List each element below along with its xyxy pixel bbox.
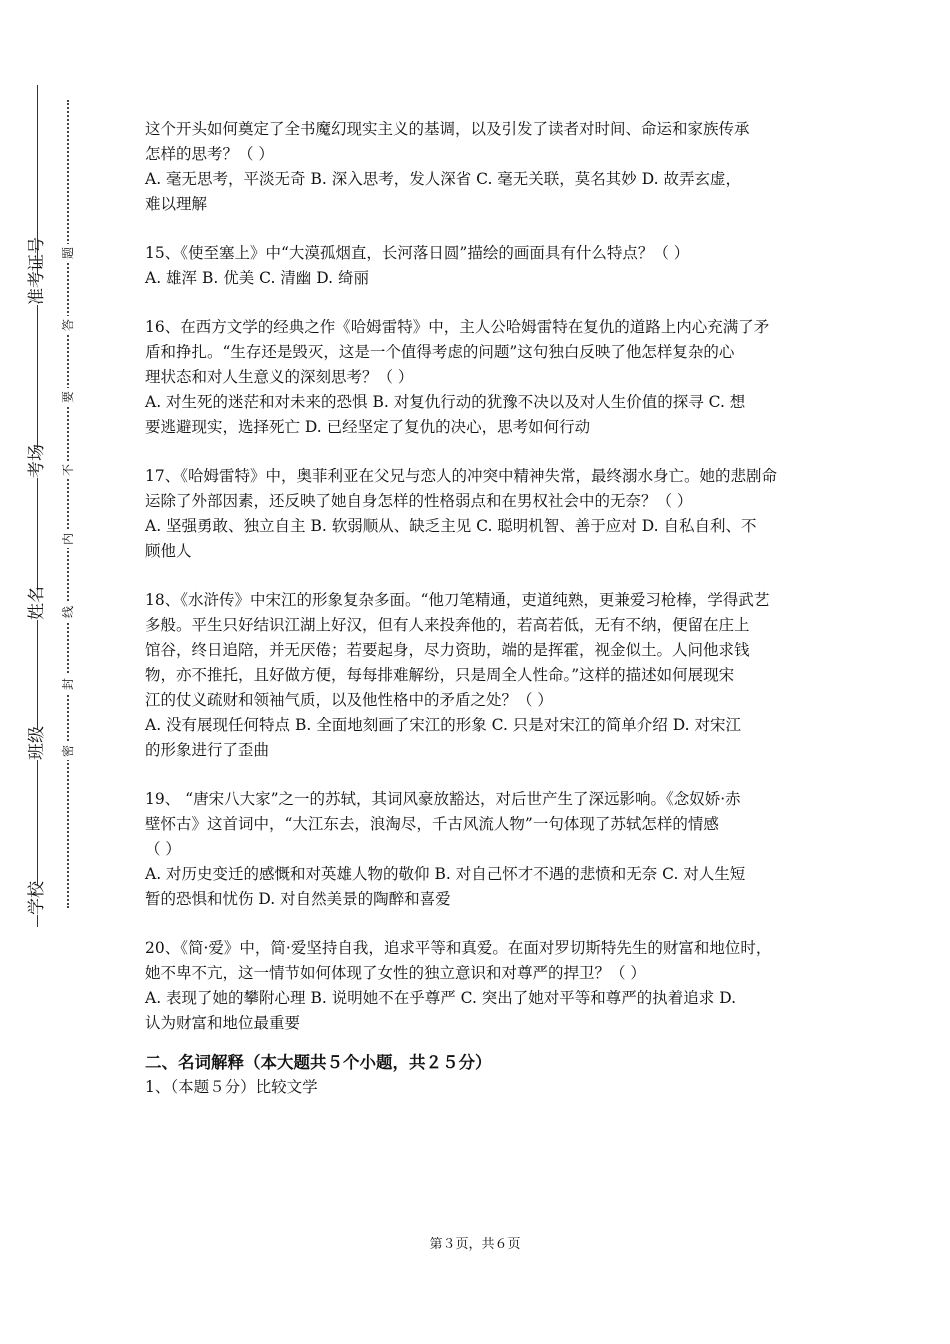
- term-item: 1、（本题５分）比较文学: [145, 1078, 318, 1096]
- seal-char: 内: [59, 530, 77, 548]
- question-line: （ ）: [145, 840, 181, 858]
- options-line: A. 坚强勇敢、独立自主 B. 软弱顺从、缺乏主见 C. 聪明机智、善于应对 D. 自私自利、不: [145, 517, 757, 535]
- binding-solid-line: [37, 85, 38, 927]
- question-line: 馆谷，终日追陪，并无厌倦；若要起身，尽力资助，端的是挥霍，视金似土。人问他求钱: [145, 641, 750, 659]
- options-line: 的形象进行了歪曲: [145, 741, 270, 759]
- options-line: 顾他人: [145, 542, 192, 560]
- field-name: 姓名: [22, 590, 52, 620]
- seal-char: 不: [59, 461, 77, 479]
- question-line: 物，亦不推托，且好做方便，每每排难解纷，只是周全人性命。”这样的描述如何展现宋: [145, 666, 735, 684]
- options-line: A. 表现了她的攀附心理 B. 说明她不在乎尊严 C. 突出了她对平等和尊严的执着追求 D.: [145, 989, 737, 1007]
- binding-dotted-line: [67, 100, 69, 908]
- exam-content: [145, 117, 810, 1100]
- question-line: 盾和挣扎。“生存还是毁灭，这是一个值得考虑的问题”这句独白反映了他怎样复杂的心: [145, 343, 735, 361]
- question-20: [145, 936, 810, 1036]
- options-line: A. 对生死的迷茫和对未来的恐惧 B. 对复仇行动的犹豫不决以及对人生价值的探寻 C. 想: [145, 393, 746, 411]
- options-line: A. 对历史变迁的感慨和对英雄人物的敬仰 B. 对自己怀才不遇的悲愤和无奈 C. 对人生短: [145, 865, 746, 883]
- options-line: 难以理解: [145, 195, 208, 213]
- seal-char: 要: [59, 388, 77, 406]
- seal-char: 封: [59, 675, 77, 693]
- question-18: [145, 588, 810, 763]
- options-line: A. 毫无思考，平淡无奇 B. 深入思考，发人深省 C. 毫无关联，莫名其妙 D. 故弄玄虚，: [145, 170, 741, 188]
- options-line: A. 雄浑 B. 优美 C. 清幽 D. 绮丽: [145, 269, 369, 287]
- question-line: 17、《哈姆雷特》中，奥菲利亚在父兄与恋人的冲突中精神失常，最终溺水身亡。她的悲剧命: [145, 467, 777, 485]
- question-line: 18、《水浒传》中宋江的形象复杂多面。“他刀笔精通，吏道纯熟，更兼爱习枪棒，学得武艺: [145, 591, 770, 609]
- question-line: 15、《使至塞上》中“大漠孤烟直，长河落日圆”描绘的画面具有什么特点？（ ）: [145, 244, 690, 262]
- options-line: 暂的恐惧和忧伤 D. 对自然美景的陶醉和喜爱: [145, 890, 451, 908]
- question-line: 她不卑不亢，这一情节如何体现了女性的独立意识和对尊严的捍卫？（ ）: [145, 964, 646, 982]
- field-class: 班级: [22, 730, 52, 760]
- question-16: [145, 315, 810, 440]
- question-line: 19、 “唐宋八大家”之一的苏轼，其词风豪放豁达，对后世产生了深远影响。《念奴娇·赤: [145, 790, 741, 808]
- seal-char: 题: [59, 244, 77, 262]
- question-line: 20、《简·爱》中，简·爱坚持自我，追求平等和真爱。在面对罗切斯特先生的财富和地位时，: [145, 939, 772, 957]
- seal-char: 线: [59, 603, 77, 621]
- page-footer: 第３页，共６页: [429, 1237, 521, 1252]
- question-line: 壁怀古》这首词中，“大江东去，浪淘尽，千古风流人物”一句体现了苏轼怎样的情感: [145, 815, 719, 833]
- question-19: [145, 787, 810, 912]
- question-14-continued: [145, 117, 810, 217]
- question-line: 16、在西方文学的经典之作《哈姆雷特》中，主人公哈姆雷特在复仇的道路上内心充满了矛: [145, 318, 770, 336]
- question-17: [145, 464, 810, 564]
- field-admission-number: 准考证号: [22, 275, 52, 305]
- options-line: 认为财富和地位最重要: [145, 1014, 301, 1032]
- options-line: A. 没有展现任何特点 B. 全面地刻画了宋江的形象 C. 只是对宋江的简单介绍 D. 对宋江: [145, 716, 741, 734]
- question-line: 江的仗义疏财和领袖气质，以及他性格中的矛盾之处？（ ）: [145, 691, 553, 709]
- question-line: 这个开头如何奠定了全书魔幻现实主义的基调，以及引发了读者对时间、命运和家族传承: [145, 120, 750, 138]
- field-school: 学校: [22, 885, 52, 915]
- field-exam-room: 考场: [22, 448, 52, 478]
- binding-margin: [0, 0, 90, 1344]
- question-line: 怎样的思考？（ ）: [145, 145, 274, 163]
- section-title: 二、名词解释（本大题共５个小题，共２５分）: [145, 1053, 492, 1072]
- question-line: 多般。平生只好结识江湖上好汉，但有人来投奔他的，若高若低，无有不纳，便留在庄上: [145, 616, 750, 634]
- question-15: [145, 241, 810, 291]
- question-line: 运除了外部因素，还反映了她自身怎样的性格弱点和在男权社会中的无奈？（ ）: [145, 492, 693, 510]
- seal-char: 密: [59, 742, 77, 760]
- options-line: 要逃避现实，选择死亡 D. 已经坚定了复仇的决心，思考如何行动: [145, 418, 591, 436]
- question-line: 理状态和对人生意义的深刻思考？（ ）: [145, 368, 414, 386]
- seal-char: 答: [59, 316, 77, 334]
